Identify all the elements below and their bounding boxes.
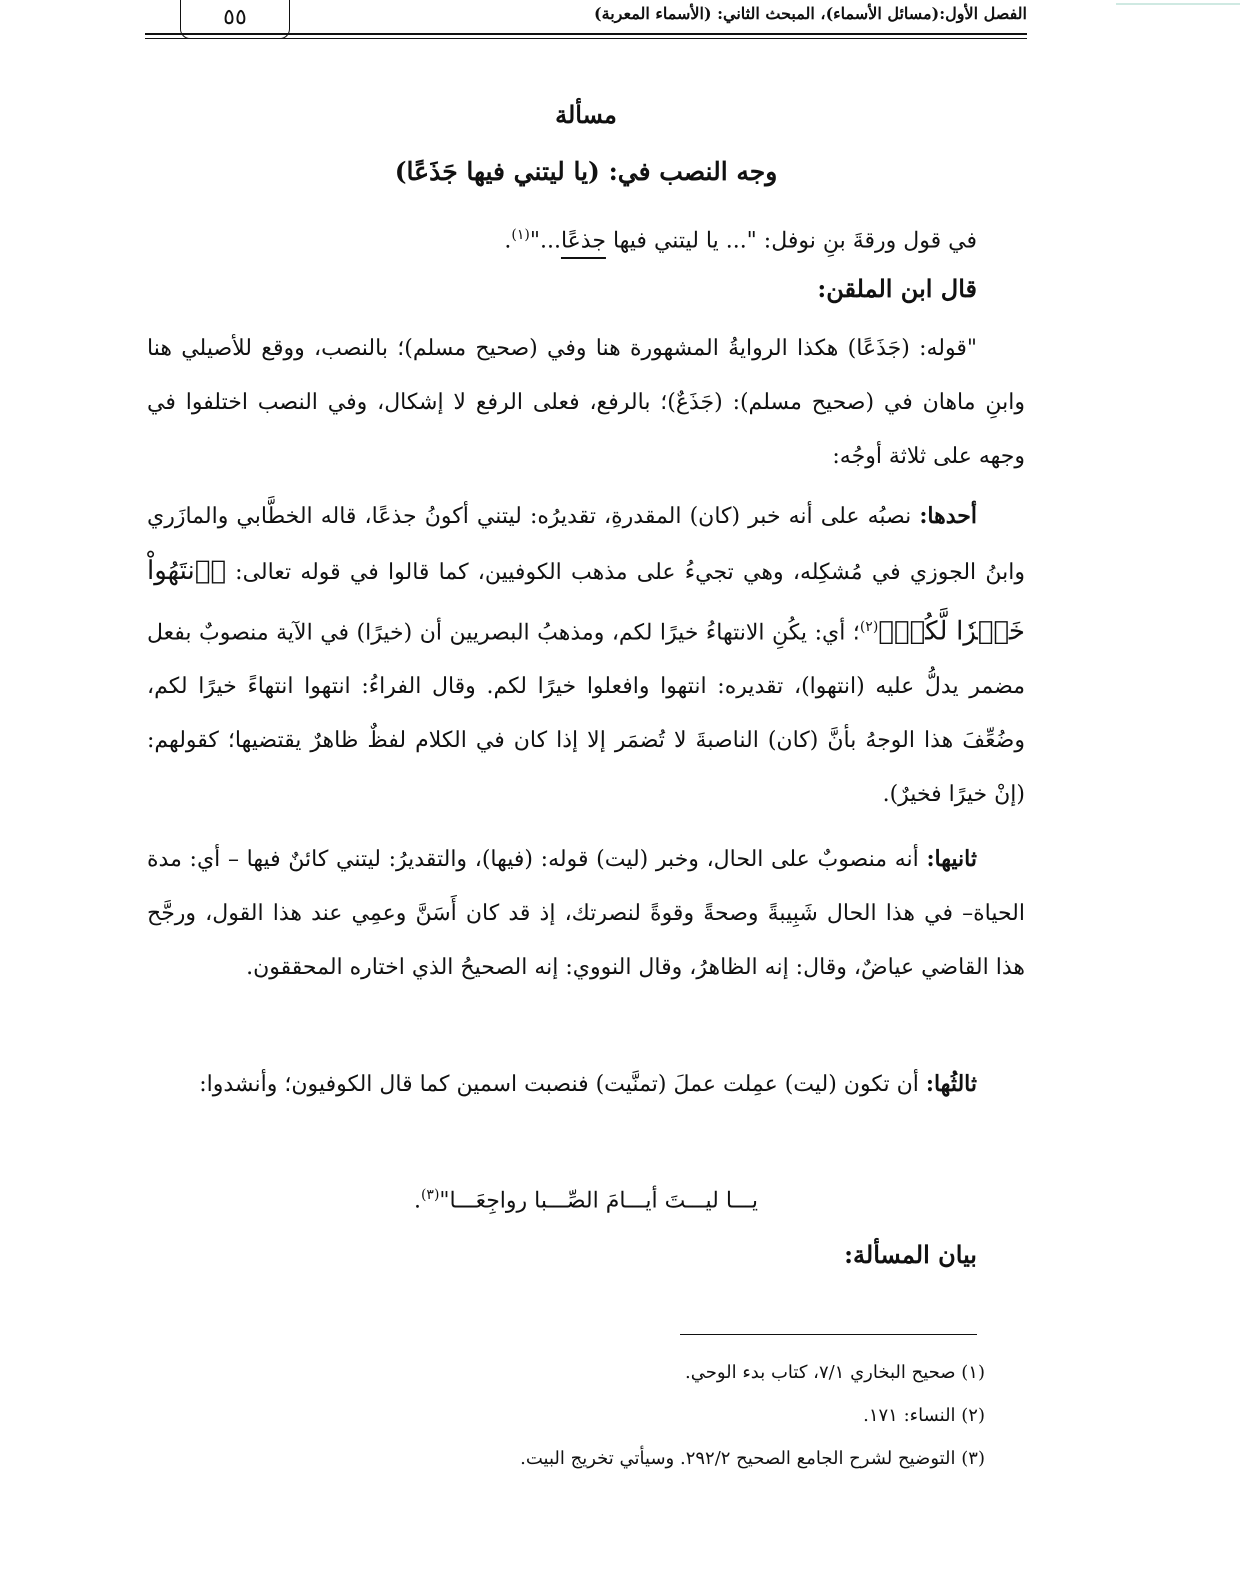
para2-label: أحدها:: [919, 503, 977, 529]
para2-text-a: نصبُه على أنه خبر (كان) المقدرةِ، تقديرُه: ليتني أكونُ جذعًا، قاله الخطَّابي والمازَري وابنُ الجوزي في مُشكِله، وهي تجيءُ على مذهب الكوفيين، كما قالوا في قوله تعالى:: [147, 504, 1025, 585]
para4-text: أن تكون (ليت) عمِلت عملَ (تمنَّيت) فنصبت اسمين كما قال الكوفيون؛ وأنشدوا:: [199, 1072, 926, 1097]
verse-end: .: [413, 1188, 421, 1214]
para3-label: ثانيها:: [926, 846, 977, 872]
verse-text: يـــا ليـــتَ أيـــامَ الصِّـــبا رواجِعَـــا": [439, 1188, 759, 1214]
section-subtitle: وجه النصب في: (يا ليتني فيها جَذَعًا): [394, 157, 778, 186]
footnote-ref-3: (٣): [420, 1187, 440, 1203]
corner-decoration: [1116, 3, 1240, 5]
page-number: ٥٥: [180, 0, 290, 39]
footnote-ref-2: (٢): [859, 619, 879, 635]
intro-underlined: جذعًا: [560, 228, 606, 254]
header-rule-thin: [145, 38, 1027, 39]
paragraph-2: [147, 489, 1025, 822]
footnote-1: (١) صحيح البخاري ٧/١، كتاب بدء الوحي.: [684, 1362, 985, 1383]
para2-text-b: ؛ أي: يكُنِ الانتهاءُ خيرًا لكم، ومذهبُ البصريين أن (خيرًا) في الآية منصوبٌ بفعل مضمر يدلُّ عليه (انتهوا)، تقديره: انتهوا وافعلوا خيرًا لكم. وقال الفراءُ: انتهوا انتهاءً خيرًا لكم، وضُعِّفَ هذا الوجهُ بأنَّ (كان) الناصبةَ لا تُضمَر إلا إذا كان في الكلام لفظٌ ظاهرٌ يقتضيها؛ كقولهم: (إنْ خيرًا فخيرٌ).: [147, 620, 1025, 808]
speaker-heading: قال ابن الملقن:: [817, 274, 977, 303]
para3-text: أنه منصوبٌ على الحال، وخبر (ليت) قوله: (فيها)، والتقديرُ: ليتني كائنٌ فيها – أي: مدة الحياة– في هذا الحال شَبِيبةً وصحةً وقوةً لنصرتك، إذ قد كان أَسَنَّ وعمِي عند هذا القول، ورجَّح هذا القاضي عياضٌ، وقال: إنه الظاهرُ، وقال النووي: إنه الصحيحُ الذي اختاره المحققون.: [147, 847, 1025, 980]
poetry-verse: [147, 1168, 1025, 1228]
footnote-2: (٢) النساء: ١٧١.: [863, 1405, 985, 1426]
intro-end: .: [504, 228, 512, 254]
paragraph-3: [147, 832, 1025, 995]
footnote-ref-1: (١): [511, 227, 530, 243]
para4-label: ثالثُها:: [925, 1071, 977, 1097]
header-rule-thick: [145, 33, 1027, 35]
intro-before: في قول ورقةَ بنِ نوفل: "... يا ليتني فيها: [605, 228, 977, 254]
intro-after: ...": [529, 228, 561, 254]
footnote-separator: [680, 1334, 977, 1335]
footnote-3: (٣) التوضيح لشرح الجامع الصحيح ٢٩٢/٢. وسيأتي تخريج البيت.: [520, 1448, 985, 1469]
section-heading: بيان المسألة:: [844, 1240, 977, 1269]
paragraph-1: "قوله: (جَذَعًا) هكذا الروايةُ المشهورة هنا وفي (صحيح مسلم)؛ بالنصب، ووقع للأصيلي هنا وابنِ ماهان في (صحيح مسلم): (جَذَعٌ)؛ بالرفع، فعلى الرفع لا إشكال، وفي النصب اختلفوا في وجهه على ثلاثة أوجُه:: [147, 336, 1025, 469]
running-head: الفصل الأول:(مسائل الأسماء)، المبحث الثاني: (الأسماء المعربة): [594, 4, 1027, 23]
page-header: [145, 0, 1027, 42]
paragraph-4: [147, 1057, 1025, 1112]
intro-line: [504, 208, 977, 268]
section-title: مسألة: [555, 100, 617, 129]
quran-verse: ﴿ٱنتَهُواْ خَيۡرٗا لَّكُمۡ﴾: [147, 556, 1025, 647]
